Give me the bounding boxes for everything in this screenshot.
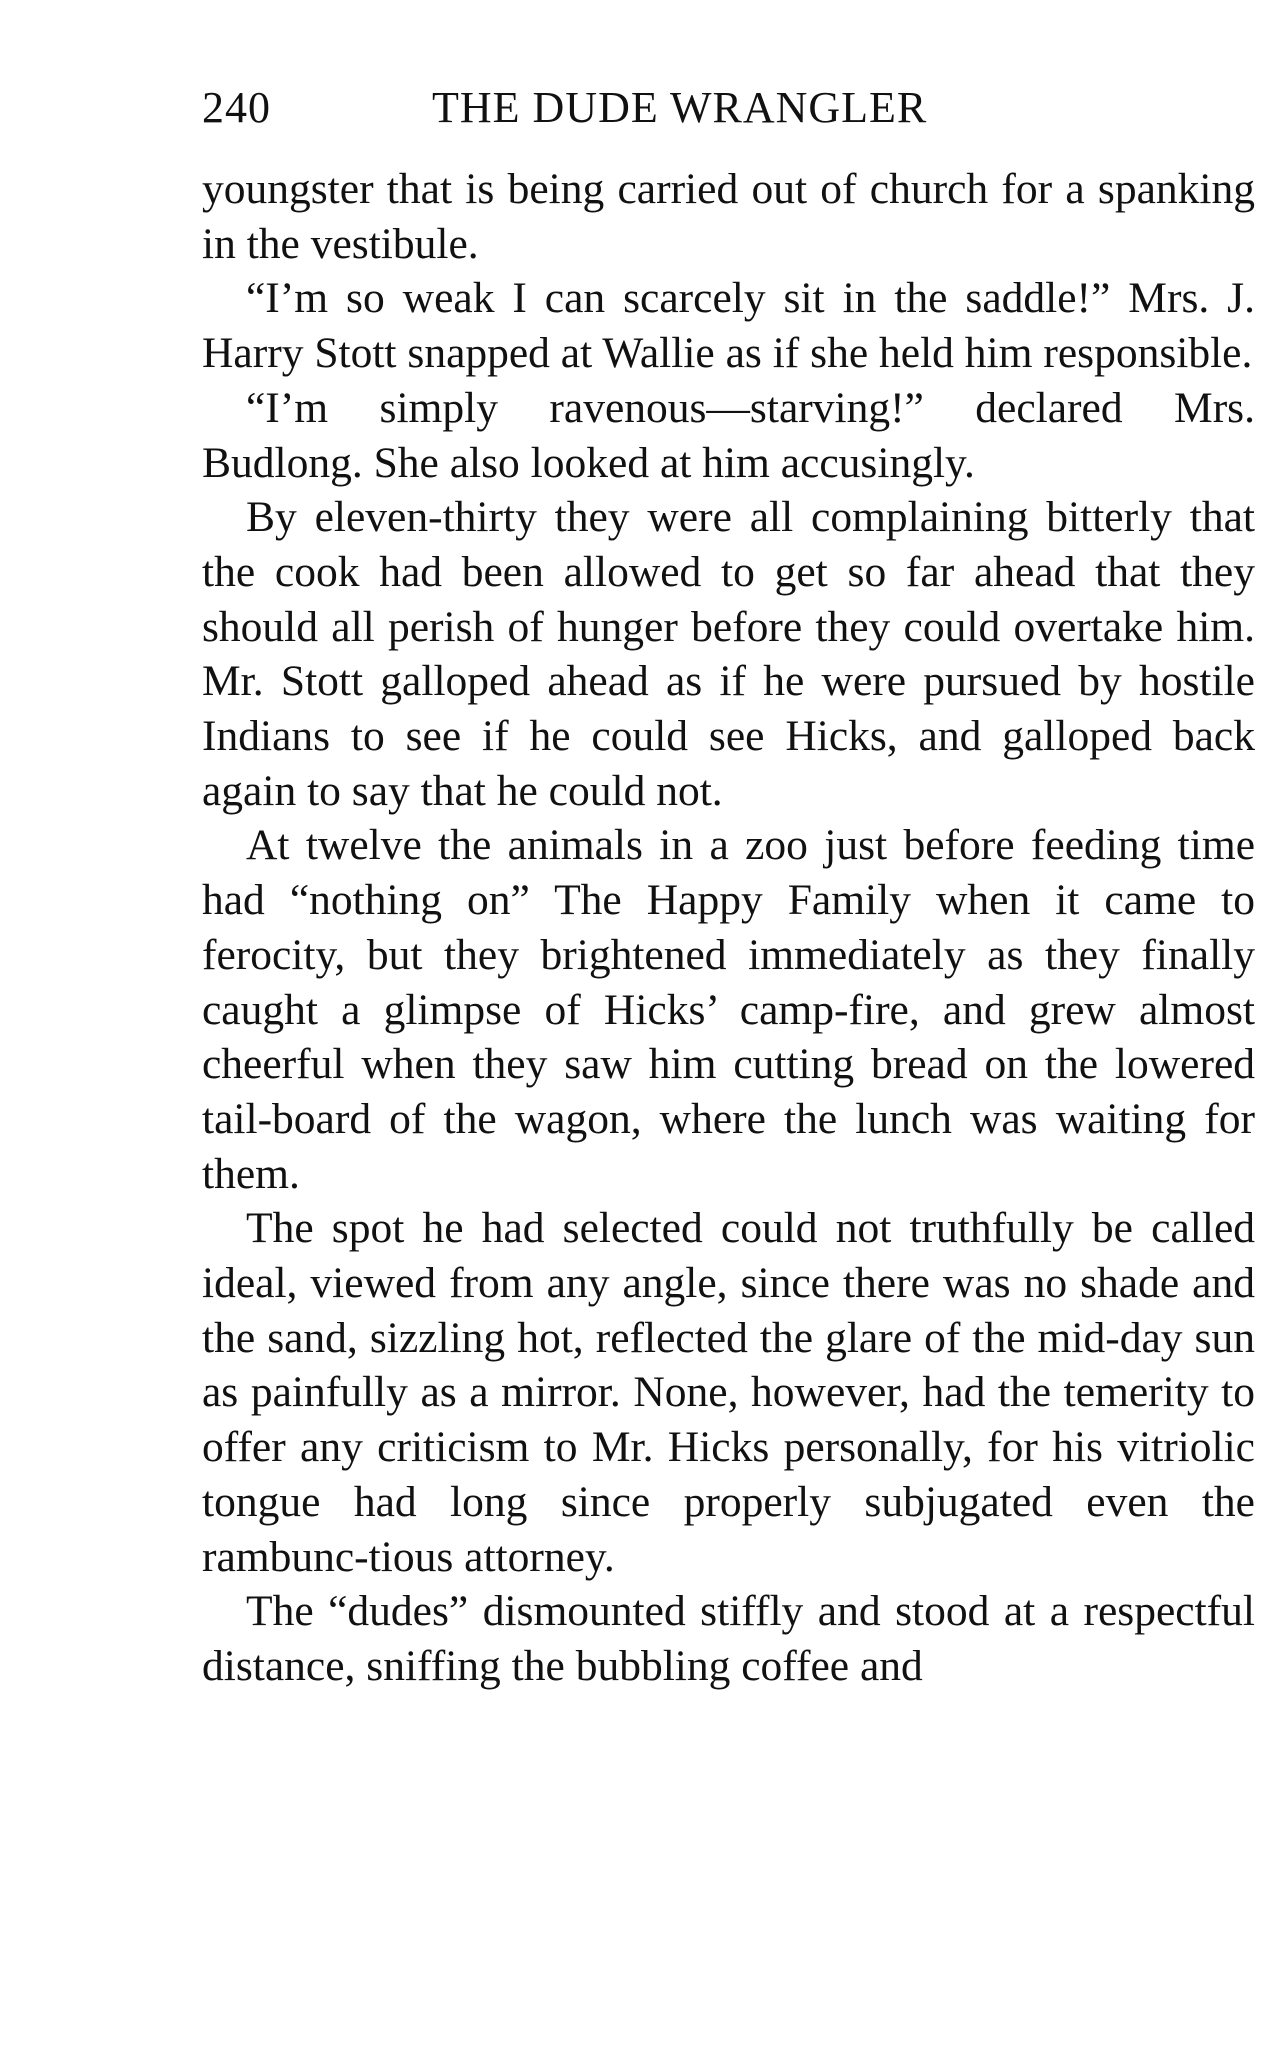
paragraph-continued: youngster that is being carried out of church for a spanking in the vestibule.: [202, 165, 1255, 268]
paragraph: At twelve the animals in a zoo just before feeding time had “nothing on” The Happy Family when it came to ferocity, but they brightened immediately as they finally caught a glimpse of Hicks’ camp-fire, and grew almost cheerful when they saw him cutting bread on the lowered tail-board of the wagon, where the lunch was waiting for them.: [202, 821, 1255, 1198]
paragraph: The “dudes” dismounted stiffly and stood at a respectful distance, sniffing the bubbling coffee and: [202, 1587, 1255, 1690]
body-text: [202, 162, 1255, 1694]
page-number: 240: [202, 83, 271, 132]
paragraph: “I’m so weak I can scarcely sit in the saddle!” Mrs. J. Harry Stott snapped at Wallie as if she held him responsible.: [202, 274, 1255, 378]
paragraph: The spot he had selected could not truthfully be called ideal, viewed from any angle, since there was no shade and the sand, sizzling hot, reflected the glare of the mid-day sun as painfully as a mirror. None, however, had the temerity to offer any criticism to Mr. Hicks personally, for his vitriolic tongue had long since properly subjugated even the rambunc-tious attorney.: [202, 1204, 1255, 1581]
paragraph: “I’m simply ravenous—starving!” declared Mrs. Budlong. She also looked at him accusingly.: [202, 383, 1255, 487]
book-title: THE DUDE WRANGLER: [432, 83, 928, 132]
paragraph: By eleven-thirty they were all complaining bitterly that the cook had been allowed to get so far ahead that they should all perish of hunger before they could overtake him. Mr. Stott galloped ahead as if he were pursued by hostile Indians to see if he could see Hicks, and galloped back again to say that he could not.: [202, 493, 1255, 815]
running-head: [202, 78, 1255, 138]
